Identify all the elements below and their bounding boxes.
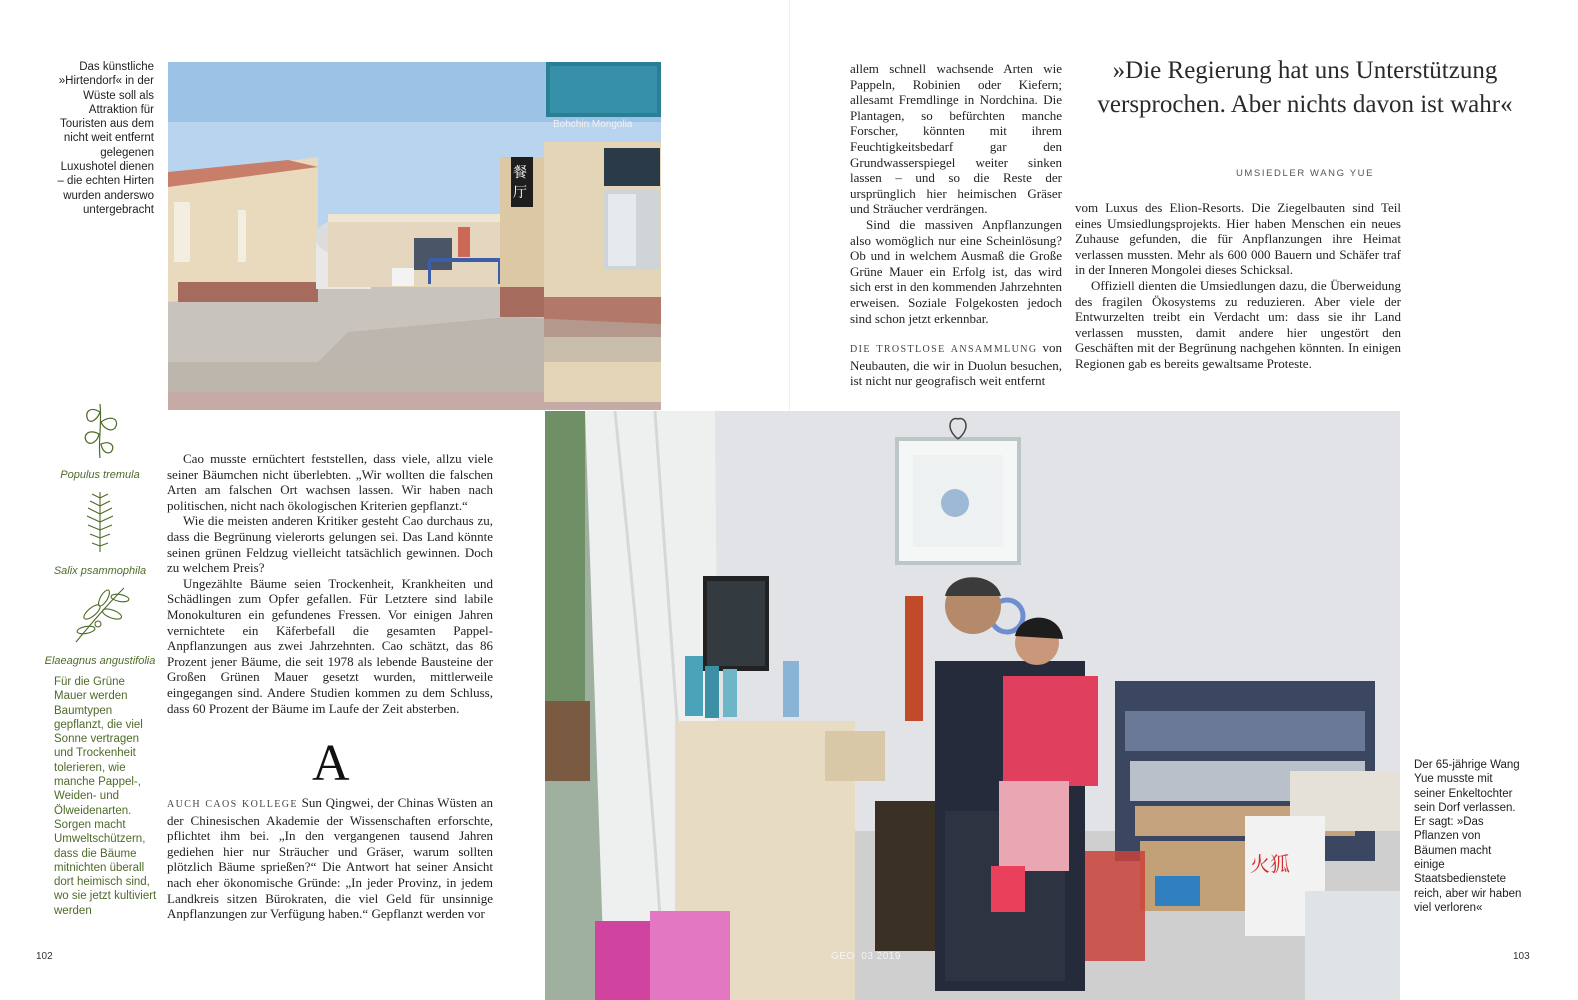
village-photo (168, 62, 661, 410)
oleaster-branch-icon (36, 584, 164, 644)
left-body-column (167, 451, 493, 716)
footer-issue: GEO 03 2019 (831, 951, 901, 962)
top-photo-caption: Das künstliche »Hirtendorf« in der Wüste soll als Attraktion für Touristen aus dem nicht weit entfernt gelegenen Luxushotel dienen – die echten Hirten wurden anderswo untergebracht (57, 61, 154, 216)
plant-salix (40, 490, 160, 577)
sign-text: Bohchin Mongolia (553, 119, 633, 130)
body-paragraph: allem schnell wachsende Arten wie Pappeln, Robinien oder Kiefern; allesamt Fremdlinge in Nordchina. Die Plantagen, so befürchten manche Forscher, könnten mit ihrem Feuchtigkeitsbedarf gar den Grundwasserspiegel weiter sinken lassen – und so die Reste der ursprünglich hier heimischen Gräser und Sträucher verdrängen. (850, 61, 1062, 217)
willow-branch-icon (40, 490, 160, 554)
section-lead: AUCH CAOS KOLLEGE (167, 799, 298, 810)
bag-text: 火狐 (1250, 852, 1290, 876)
plant-populus (40, 400, 160, 480)
right-column-2 (1075, 200, 1401, 372)
body-paragraph: Sind die massiven Anpflanzungen also womöglich nur eine Scheinlösung? Ob und in welchem Ausmaß die Große Grüne Mauer ein Erfolg ist, das wird sich erst in den kommenden Jahrzehnten erweisen. Soziale Folgekosten jedoch sind schon jetzt erkennbar. (850, 216, 1062, 326)
section-paragraph (850, 340, 1062, 389)
page-number-right: 103 (1513, 951, 1530, 962)
plant-label-elaeagnus: Elaeagnus angustifolia (44, 655, 156, 667)
portrait-caption: Der 65-jährige Wang Yue musste mit seiner Enkeltochter sein Dorf verlassen. Er sagt: »Das Pflanzen von Bäumen macht einige Staatsbedienstete reich, aber wir haben viel verloren« (1414, 759, 1522, 914)
plant-elaeagnus (36, 584, 164, 667)
plant-label-salix: Salix psammophila (53, 565, 147, 577)
right-column-1 (850, 61, 1062, 389)
svg-text:厅: 厅 (513, 185, 527, 201)
left-section (167, 795, 493, 922)
quote-attribution: UMSIEDLER WANG YUE (1235, 168, 1375, 179)
plant-label-populus: Populus tremula (60, 469, 140, 481)
pull-quote: »Die Regierung hat uns Unterstützung versprochen. Aber nichts davon ist wahr« (1097, 57, 1513, 118)
portrait-photo (545, 411, 1400, 1000)
body-paragraph: Ungezählte Bäume seien Trockenheit, Krankheiten und Schädlingen zum Opfer gefallen. Für Letztere sind labile Monokulturen ein gefundenes Fressen. Vor einigen Jahren vernichtete ein Käferbefall die gesamten Pappel-Anpflanzungen aus zwei Jahrzehnten. Cao schätzt, das 86 Prozent jener Bäume, die seit 1978 als lebende Bausteine der Großen Grünen Mauer gesetzt wurden, mittlerweile eingegangen sind. Andere Studien kommen zu dem Schluss, dass 60 Prozent der Bäume im Laufe der Zeit absterben. (167, 575, 493, 716)
body-paragraph: Wie die meisten anderen Kritiker gesteht Cao durchaus zu, dass die Begrünung vielerorts gelungen sei. Das Land könnte seinen grünen Feldzug vielleicht tatsächlich gewinnen. Doch zu welchem Preis? (167, 513, 493, 576)
body-paragraph: Cao musste ernüchtert feststellen, dass viele, allzu viele seiner Bäumchen nicht überlebten. „Wir wollten die falschen Arten am falschen Ort wachsen lassen. Wir haben nach politischen, nicht nach ökologischen Kriterien gepflanzt.“ (167, 451, 493, 513)
portrait-photo-graphic (545, 411, 1400, 1000)
drop-cap: A (312, 735, 350, 792)
section-body: Sun Qingwei, der Chinas Wüsten an der Chinesischen Akademie der Wissenschaften erforschte, pflichtet ihm bei. „In den vergangenen tausend Jahren gediehen hier nur Sträucher und Gräser, warum sollten plötzlich Bäume sprießen?“ Die Antwort hat seiner Ansicht nach eher ökonomische Gründe: „In jeder Provinz, in jedem Landkreis sitzen Bürokraten, die viel Geld für unsinnige Anpflanzungen zur Verfügung haben.“ Gepflanzt werden vor (167, 795, 493, 922)
page-number-left: 102 (36, 951, 53, 962)
body-paragraph: Offiziell dienten die Umsiedlungen dazu, die Überweidung des fragilen Ökosystems zu reduzieren. Aber viele der Entwurzelten treibt ein Verdacht um: dass sie ihr Land verlassen mussten, damit andere hier ungestört den Geschäften mit der Begrünung nachgehen könnten. In einigen Regionen gab es bereits gewaltsame Proteste. (1075, 277, 1401, 371)
section-body: von Neubauten, die wir in Duolun besuchen, ist nicht nur geografisch weit entfernt (850, 340, 1063, 389)
body-paragraph: vom Luxus des Elion-Resorts. Die Ziegelbauten sind Teil eines Umsiedlungsprojekts. Hier haben Menschen ein neues Zuhause gefunden, die für Anpflanzungen ihre Heimat verlassen mussten. Mehr als 600 000 Bauern und Schäfer traf in der Inneren Mongolei dieses Schicksal. (1075, 200, 1401, 278)
section-lead: DIE TROSTLOSE ANSAMMLUNG (850, 344, 1038, 356)
poplar-leaf-icon (40, 400, 160, 460)
restaurant-sign-text: 餐 (513, 165, 527, 181)
plants-caption: Für die Grüne Mauer werden Baumtypen gepflanzt, die viel Sonne vertragen und Trockenheit tolerieren, wie manche Pappel-, Weiden- und Ölweidenarten. Sorgen macht Umweltschützern, dass die Bäume mitnichten überall dort heimisch sind, wo sie jetzt kultiviert werden (54, 676, 157, 917)
village-photo-graphic (168, 62, 661, 410)
